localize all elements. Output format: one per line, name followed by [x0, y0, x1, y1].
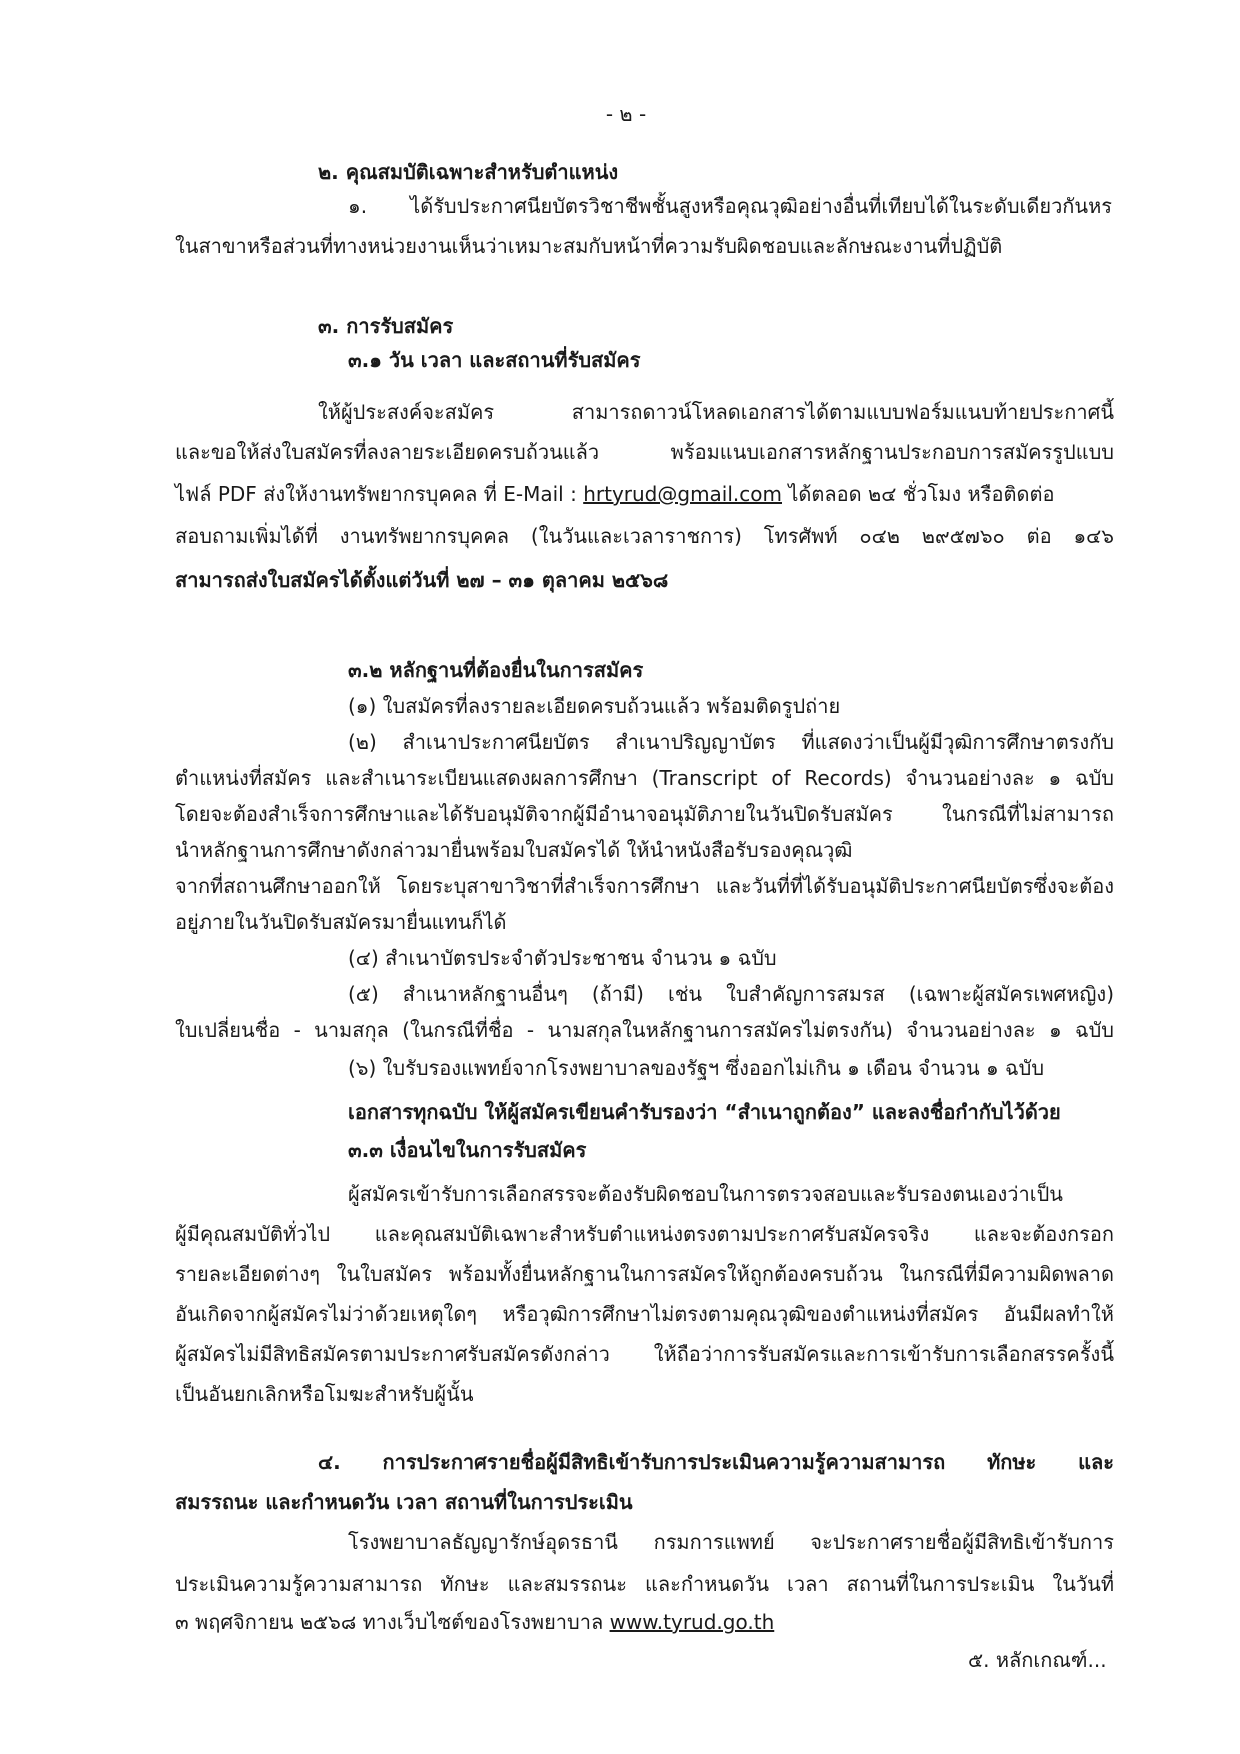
section-3-1-heading: ๓.๑ วัน เวลา และสถานที่รับสมัคร	[348, 348, 641, 372]
continuation-marker: ๕. หลักเกณฑ์...	[968, 1648, 1107, 1672]
document-item-2-line-5: จากที่สถานศึกษาออกให้ โดยระบุสาขาวิชาที่สำเร็จการศึกษา และวันที่ที่ได้รับอนุมัติประกาศนียบัตรซึ่งจะต้อง	[175, 874, 1114, 898]
document-item-2-line-3: โดยจะต้องสำเร็จการศึกษาและได้รับอนุมัติจากผู้มีอำนาจอนุมัติภายในวันปิดรับสมัคร ในกรณีที่ไม่สามารถ	[175, 802, 1114, 826]
section-3-3-heading: ๓.๓ เงื่อนไขในการรับสมัคร	[348, 1138, 587, 1162]
page-number: - ๒ -	[605, 102, 647, 126]
section-4-para-line-2: ประเมินความรู้ความสามารถ ทักษะ และสมรรถนะ และกำหนดวัน เวลา สถานที่ในการประเมิน ในวันที่	[175, 1572, 1114, 1596]
document-item-5-line-2: ใบเปลี่ยนชื่อ - นามสกุล (ในกรณีที่ชื่อ - นามสกุลในหลักฐานการสมัครไม่ตรงกัน) จำนวนอย่างละ ๑ ฉบับ	[175, 1018, 1114, 1042]
document-item-2-line-1: (๒) สำเนาประกาศนียบัตร สำเนาปริญญาบัตร ที่แสดงว่าเป็นผู้มีวุฒิการศึกษาตรงกับ	[348, 730, 1114, 754]
section-4-para-line-1: โรงพยาบาลธัญญารักษ์อุดรธานี กรมการแพทย์ จะประกาศรายชื่อผู้มีสิทธิเข้ารับการ	[348, 1530, 1114, 1554]
email-link[interactable]: hrtyrud@gmail.com	[583, 482, 782, 506]
document-item-6: (๖) ใบรับรองแพทย์จากโรงพยาบาลของรัฐฯ ซึ่งออกไม่เกิน ๑ เดือน จำนวน ๑ ฉบับ	[348, 1056, 1045, 1080]
section-3-3-para-line-5: ผู้สมัครไม่มีสิทธิสมัครตามประกาศรับสมัครดังกล่าว ให้ถือว่าการรับสมัครและการเข้ารับการเลือกสรรครั้งนี้	[175, 1342, 1114, 1366]
document-item-5-line-1: (๕) สำเนาหลักฐานอื่นๆ (ถ้ามี) เช่น ใบสำคัญการสมรส (เฉพาะผู้สมัครเพศหญิง)	[348, 982, 1114, 1006]
section-3-1-para-line-2: และขอให้ส่งใบสมัครที่ลงลายระเอียดครบถ้วนแล้ว พร้อมแนบเอกสารหลักฐานประกอบการสมัครรูปแบบ	[175, 440, 1114, 464]
section-2-heading: ๒. คุณสมบัติเฉพาะสำหรับตำแหน่ง	[318, 160, 619, 184]
section-3-3-para-line-4: อันเกิดจากผู้สมัครไม่ว่าด้วยเหตุใดๆ หรือวุฒิการศึกษาไม่ตรงตามคุณวุฒิของตำแหน่งที่สมัคร อันมีผลทำให้	[175, 1302, 1114, 1326]
document-item-2-line-6: อยู่ภายในวันปิดรับสมัครมายื่นแทนก็ได้	[175, 910, 507, 934]
hospital-website-link[interactable]: www.tyrud.go.th	[609, 1610, 775, 1634]
section-2-item-1-line-2: ในสาขาหรือส่วนที่ทางหน่วยงานเห็นว่าเหมาะสมกับหน้าที่ความรับผิดชอบและลักษณะงานที่ปฏิบัติ	[175, 234, 1003, 258]
section-3-1-para-line-1: ให้ผู้ประสงค์จะสมัคร สามารถดาวน์โหลดเอกสารได้ตามแบบฟอร์มแนบท้ายประกาศนี้	[318, 400, 1114, 424]
section-3-1-para-line-3	[175, 480, 1054, 508]
certify-note: เอกสารทุกฉบับ ให้ผู้สมัครเขียนคำรับรองว่า “สำเนาถูกต้อง” และลงชื่อกำกับไว้ด้วย	[348, 1100, 1061, 1124]
section-4-heading-line-1: ๔. การประกาศรายชื่อผู้มีสิทธิเข้ารับการประเมินความรู้ความสามารถ ทักษะ และ	[318, 1450, 1114, 1474]
section-3-3-para-line-1: ผู้สมัครเข้ารับการเลือกสรรจะต้องรับผิดชอบในการตรวจสอบและรับรองตนเองว่าเป็น	[348, 1182, 1063, 1206]
section-3-3-para-line-6: เป็นอันยกเลิกหรือโมฆะสำหรับผู้นั้น	[175, 1382, 474, 1406]
document-item-1: (๑) ใบสมัครที่ลงรายละเอียดครบถ้วนแล้ว พร้อมติดรูปถ่าย	[348, 694, 841, 718]
section-3-3-para-line-3: รายละเอียดต่างๆ ในใบสมัคร พร้อมทั้งยื่นหลักฐานในการสมัครให้ถูกต้องครบถ้วน ในกรณีที่มีความผิดพลาด	[175, 1262, 1114, 1286]
section-3-heading: ๓. การรับสมัคร	[318, 314, 454, 338]
email-suffix-text: ได้ตลอด ๒๔ ชั่วโมง หรือติดต่อ	[782, 482, 1055, 506]
section-4-para-line-3	[175, 1608, 774, 1636]
email-prefix-text: ไฟล์ PDF ส่งให้งานทรัพยากรบุคคล ที่ E-Mail :	[175, 482, 584, 506]
announcement-date-text: ๓ พฤศจิกายน ๒๕๖๘ ทางเว็บไซต์ของโรงพยาบาล	[175, 1610, 610, 1634]
section-2-item-1-line-1: ๑. ได้รับประกาศนียบัตรวิชาชีพชั้นสูงหรือคุณวุฒิอย่างอื่นที่เทียบได้ในระดับเดียวกันหร	[348, 194, 1112, 218]
section-4-heading-line-2: สมรรถนะ และกำหนดวัน เวลา สถานที่ในการประเมิน	[175, 1490, 633, 1514]
document-item-2-line-2: ตำแหน่งที่สมัคร และสำเนาระเบียนแสดงผลการศึกษา (Transcript of Records) จำนวนอย่างละ ๑ ฉบับ	[175, 766, 1114, 790]
document-item-2-line-4: นำหลักฐานการศึกษาดังกล่าวมายื่นพร้อมใบสมัครได้ ให้นำหนังสือรับรองคุณวุฒิ	[175, 838, 853, 862]
document-item-4: (๔) สำเนาบัตรประจำตัวประชาชน จำนวน ๑ ฉบับ	[348, 946, 777, 970]
section-3-1-para-line-4: สอบถามเพิ่มได้ที่ งานทรัพยากรบุคคล (ในวันและเวลาราชการ) โทรศัพท์ ๐๔๒ ๒๙๕๗๖๐ ต่อ ๑๔๖	[175, 524, 1114, 548]
section-3-2-heading: ๓.๒ หลักฐานที่ต้องยื่นในการสมัคร	[348, 658, 644, 682]
application-period: สามารถส่งใบสมัครได้ตั้งแต่วันที่ ๒๗ – ๓๑ ตุลาคม ๒๕๖๘	[175, 568, 669, 592]
section-3-3-para-line-2: ผู้มีคุณสมบัติทั่วไป และคุณสมบัติเฉพาะสำหรับตำแหน่งตรงตามประกาศรับสมัครจริง และจะต้องกรอก	[175, 1222, 1114, 1246]
